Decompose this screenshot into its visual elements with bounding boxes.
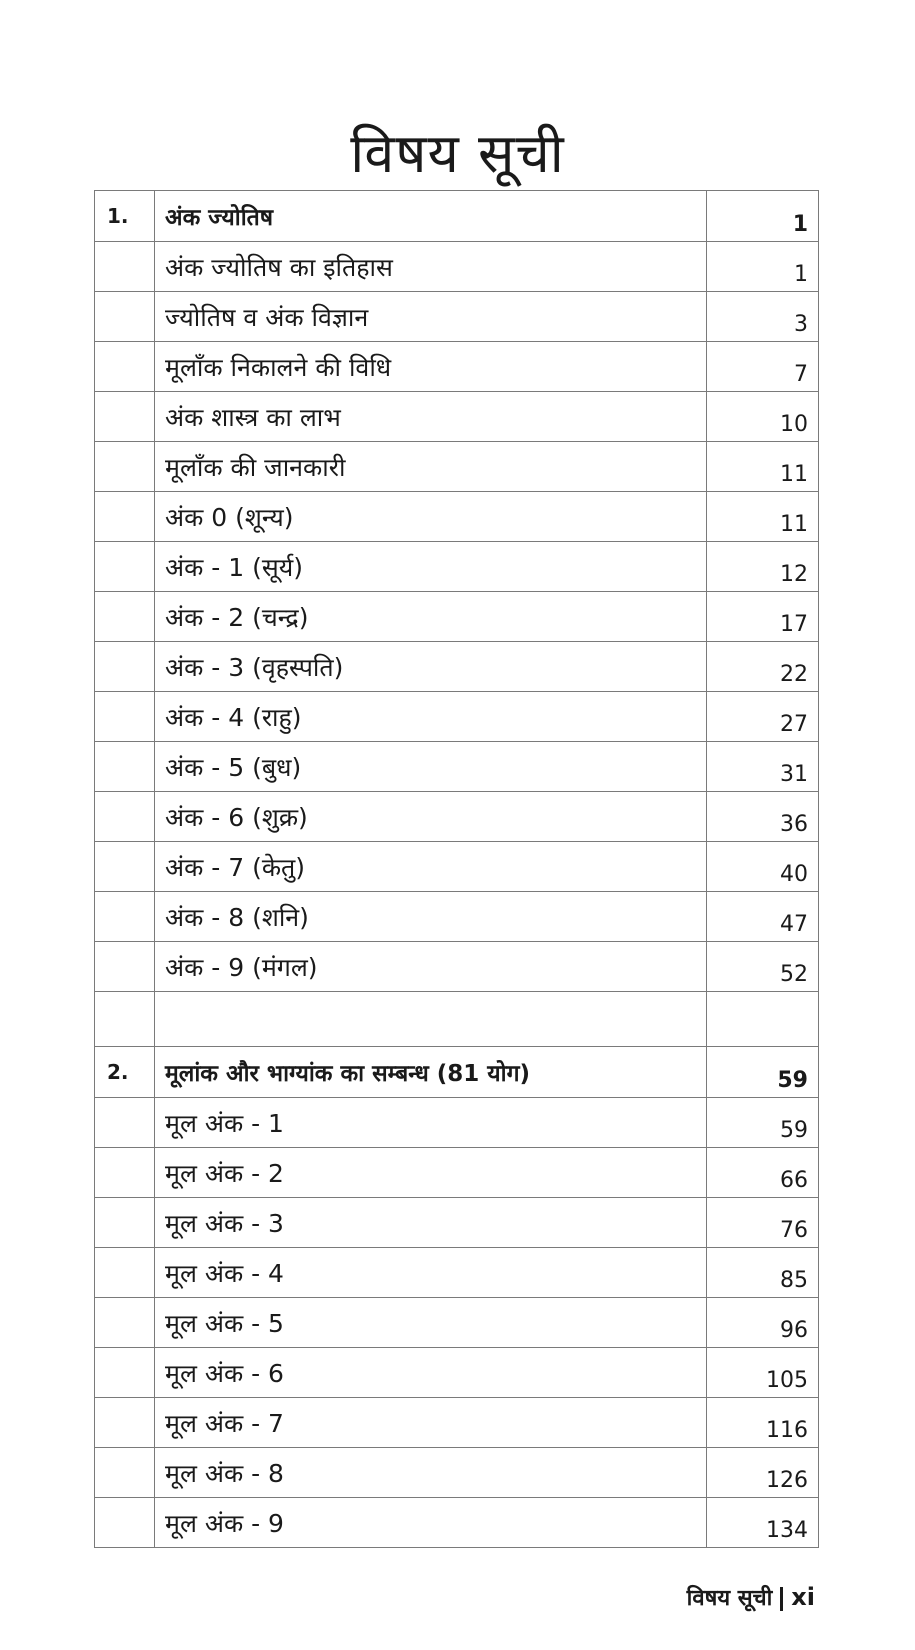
- entry-title: अंक 0 (शून्य): [155, 492, 707, 542]
- entry-page-number: 11: [707, 442, 819, 492]
- entry-title: अंक - 7 (केतु): [155, 842, 707, 892]
- entry-title: अंक - 8 (शनि): [155, 892, 707, 942]
- entry-page-number: 31: [707, 742, 819, 792]
- entry-title: मूल अंक - 6: [155, 1348, 707, 1398]
- entry-title: ज्योतिष व अंक विज्ञान: [155, 292, 707, 342]
- entry-page-number: 22: [707, 642, 819, 692]
- entry-title: अंक - 5 (बुध): [155, 742, 707, 792]
- table-row: [95, 692, 819, 742]
- table-row: [95, 342, 819, 392]
- table-row: [95, 1248, 819, 1298]
- entry-number-cell: [95, 592, 155, 642]
- table-row: [95, 1348, 819, 1398]
- table-row: [95, 1148, 819, 1198]
- spacer-page-cell: [707, 992, 819, 1047]
- entry-number-cell: [95, 792, 155, 842]
- entry-title: मूल अंक - 5: [155, 1298, 707, 1348]
- entry-number-cell: [95, 1498, 155, 1548]
- section-number: 1.: [95, 191, 155, 242]
- entry-title: मूल अंक - 3: [155, 1198, 707, 1248]
- entry-page-number: 126: [707, 1448, 819, 1498]
- footer-separator: [780, 1587, 783, 1611]
- entry-page-number: 10: [707, 392, 819, 442]
- section-title: मूलांक और भाग्यांक का सम्बन्ध (81 योग): [155, 1047, 707, 1098]
- entry-number-cell: [95, 1398, 155, 1448]
- table-row: [95, 292, 819, 342]
- entry-number-cell: [95, 942, 155, 992]
- footer-page-number: xi: [791, 1583, 815, 1611]
- entry-page-number: 40: [707, 842, 819, 892]
- entry-page-number: 11: [707, 492, 819, 542]
- entry-number-cell: [95, 692, 155, 742]
- entry-title: मूल अंक - 2: [155, 1148, 707, 1198]
- entry-number-cell: [95, 1098, 155, 1148]
- table-row: [95, 242, 819, 292]
- entry-page-number: 66: [707, 1148, 819, 1198]
- entry-title: अंक - 9 (मंगल): [155, 942, 707, 992]
- entry-title: मूलाँक की जानकारी: [155, 442, 707, 492]
- table-row: [95, 1098, 819, 1148]
- table-row: [95, 392, 819, 442]
- section-heading-row: [95, 191, 819, 242]
- table-row: [95, 1498, 819, 1548]
- entry-page-number: 1: [707, 242, 819, 292]
- footer-label: विषय सूची: [686, 1586, 773, 1611]
- entry-number-cell: [95, 542, 155, 592]
- table-row: [95, 642, 819, 692]
- entry-number-cell: [95, 642, 155, 692]
- entry-number-cell: [95, 442, 155, 492]
- page-title: विषय सूची: [350, 122, 565, 186]
- entry-number-cell: [95, 292, 155, 342]
- section-page-number: 59: [707, 1047, 819, 1098]
- entry-page-number: 17: [707, 592, 819, 642]
- section-spacer-row: [95, 992, 819, 1047]
- entry-number-cell: [95, 1298, 155, 1348]
- entry-page-number: 7: [707, 342, 819, 392]
- table-row: [95, 542, 819, 592]
- spacer-title-cell: [155, 992, 707, 1047]
- table-row: [95, 742, 819, 792]
- section-number: 2.: [95, 1047, 155, 1098]
- table-row: [95, 1448, 819, 1498]
- entry-page-number: 36: [707, 792, 819, 842]
- entry-title: मूल अंक - 4: [155, 1248, 707, 1298]
- entry-page-number: 96: [707, 1298, 819, 1348]
- entry-title: अंक - 4 (राहु): [155, 692, 707, 742]
- table-row: [95, 842, 819, 892]
- table-of-contents: [94, 190, 819, 1548]
- entry-number-cell: [95, 1248, 155, 1298]
- table-row: [95, 442, 819, 492]
- entry-number-cell: [95, 342, 155, 392]
- spacer-num-cell: [95, 992, 155, 1047]
- entry-title: मूल अंक - 1: [155, 1098, 707, 1148]
- entry-number-cell: [95, 392, 155, 442]
- table-row: [95, 1398, 819, 1448]
- entry-title: अंक - 6 (शुक्र): [155, 792, 707, 842]
- entry-title: मूल अंक - 7: [155, 1398, 707, 1448]
- entry-number-cell: [95, 1198, 155, 1248]
- entry-number-cell: [95, 1148, 155, 1198]
- entry-number-cell: [95, 892, 155, 942]
- page-footer: [687, 1582, 815, 1612]
- entry-title: मूल अंक - 8: [155, 1448, 707, 1498]
- entry-page-number: 3: [707, 292, 819, 342]
- entry-number-cell: [95, 1348, 155, 1398]
- entry-page-number: 85: [707, 1248, 819, 1298]
- entry-page-number: 52: [707, 942, 819, 992]
- entry-title: मूल अंक - 9: [155, 1498, 707, 1548]
- section-title: अंक ज्योतिष: [155, 191, 707, 242]
- table-row: [95, 892, 819, 942]
- table-row: [95, 1298, 819, 1348]
- entry-title: अंक - 1 (सूर्य): [155, 542, 707, 592]
- entry-page-number: 47: [707, 892, 819, 942]
- entry-number-cell: [95, 742, 155, 792]
- entry-page-number: 105: [707, 1348, 819, 1398]
- entry-title: अंक ज्योतिष का इतिहास: [155, 242, 707, 292]
- entry-page-number: 134: [707, 1498, 819, 1548]
- entry-title: मूलाँक निकालने की विधि: [155, 342, 707, 392]
- table-row: [95, 942, 819, 992]
- entry-number-cell: [95, 842, 155, 892]
- section-page-number: 1: [707, 191, 819, 242]
- entry-title: अंक शास्त्र का लाभ: [155, 392, 707, 442]
- table-row: [95, 1198, 819, 1248]
- table-row: [95, 492, 819, 542]
- entry-page-number: 12: [707, 542, 819, 592]
- section-heading-row: [95, 1047, 819, 1098]
- entry-page-number: 116: [707, 1398, 819, 1448]
- toc-body: [95, 191, 819, 1548]
- table-row: [95, 592, 819, 642]
- entry-page-number: 59: [707, 1098, 819, 1148]
- entry-number-cell: [95, 242, 155, 292]
- entry-number-cell: [95, 492, 155, 542]
- entry-title: अंक - 3 (वृहस्पति): [155, 642, 707, 692]
- entry-number-cell: [95, 1448, 155, 1498]
- table-row: [95, 792, 819, 842]
- entry-page-number: 27: [707, 692, 819, 742]
- entry-title: अंक - 2 (चन्द्र): [155, 592, 707, 642]
- entry-page-number: 76: [707, 1198, 819, 1248]
